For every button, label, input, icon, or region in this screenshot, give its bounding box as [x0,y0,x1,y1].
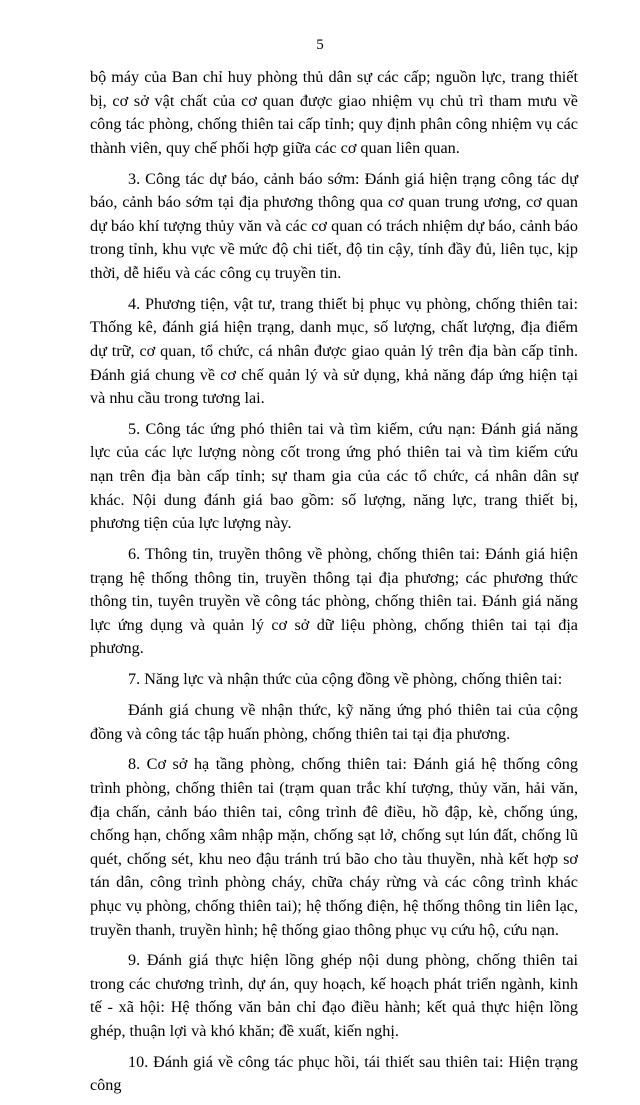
paragraph-10-recovery: 10. Đánh giá về công tác phục hồi, tái thiết sau thiên tai: Hiện trạng công [90,1052,578,1095]
paragraph-5-response-rescue: 5. Công tác ứng phó thiên tai và tìm kiếm, cứu nạn: Đánh giá năng lực của các lực lượng nòng cốt trong ứng phó thiên tai và tìm kiếm cứu nạn trên địa bàn cấp tỉnh; sự tham gia của các tổ chức, cá nhân dân sự khác. Nội dung đánh giá bao gồm: số lượng, năng lực, trang thiết bị, phương tiện của lực lượng này. [90,419,578,533]
paragraph-3-early-warning: 3. Công tác dự báo, cảnh báo sớm: Đánh giá hiện trạng công tác dự báo, cảnh báo sớm tại địa phương thông qua cơ quan trung ương, cơ quan dự báo khí tượng thủy văn và các cơ quan có trách nhiệm dự báo, cảnh báo trong tỉnh, khu vực về mức độ chi tiết, độ tin cậy, tính đầy đủ, liên tục, kịp thời, dễ hiểu và các công cụ truyền tin. [90,169,578,282]
paragraph-continuation: bộ máy của Ban chỉ huy phòng thủ dân sự các cấp; nguồn lực, trang thiết bị, cơ sở vật chất của cơ quan được giao nhiệm vụ chủ trì tham mưu về công tác phòng, chống thiên tai cấp tỉnh; quy định phân công nhiệm vụ các thành viên, quy chế phối hợp giữa các cơ quan liên quan. [90,68,578,157]
paragraph-8-infrastructure: 8. Cơ sở hạ tầng phòng, chống thiên tai: Đánh giá hệ thống công trình phòng, chống thiên tai (trạm quan trắc khí tượng, thủy văn, hải văn, địa chấn, cảnh báo thiên tai, công trình đê điều, hồ đập, kè, chống úng, chống hạn, chống xâm nhập mặn, chống sạt lở, chống sụt lún đất, chống lũ quét, chống sét, khu neo đậu tránh trú bão cho tàu thuyền, nhà kết hợp sơ tán dân, công trình phòng cháy, chữa cháy rừng và các công trình khác phục vụ phòng, chống thiên tai); hệ thống điện, hệ thống thông tin liên lạc, truyền thanh, truyền hình; hệ thống giao thông phục vụ cứu hộ, cứu nạn. [90,755,578,939]
document-body [90,66,578,1105]
paragraph-7-community-body: Đánh giá chung về nhận thức, kỹ năng ứng phó thiên tai của cộng đồng và công tác tập huấn phòng, chống thiên tai tại địa phương. [90,700,578,743]
paragraph-7-community-heading: 7. Năng lực và nhận thức của cộng đồng về phòng, chống thiên tai: [128,670,563,689]
paragraph-6-communication: 6. Thông tin, truyền thông về phòng, chống thiên tai: Đánh giá hiện trạng hệ thống thông tin, truyền thông tại địa phương; các phương thức thông tin, tuyên truyền về công tác phòng, chống thiên tai. Đánh giá năng lực ứng dụng và quản lý cơ sở dữ liệu phòng, chống thiên tai tại địa phương. [90,545,578,658]
paragraph-9-integration: 9. Đánh giá thực hiện lồng ghép nội dung phòng, chống thiên tai trong các chương trình, dự án, quy hoạch, kế hoạch phát triển ngành, kinh tế - xã hội: Hệ thống văn bản chỉ đạo điều hành; kết quả thực hiện lồng ghép, thuận lợi và khó khăn; đề xuất, kiến nghị. [90,951,578,1041]
paragraph-4-equipment: 4. Phương tiện, vật tư, trang thiết bị phục vụ phòng, chống thiên tai: Thống kê, đánh giá hiện trạng, danh mục, số lượng, chất lượng, địa điểm dự trữ, cơ quan, tổ chức, cá nhân được giao quản lý trên địa bàn cấp tỉnh. Đánh giá chung về cơ chế quản lý và sử dụng, khả năng đáp ứng hiện tại và nhu cầu trong tương lai. [90,294,578,408]
page-number: 5 [316,37,324,53]
